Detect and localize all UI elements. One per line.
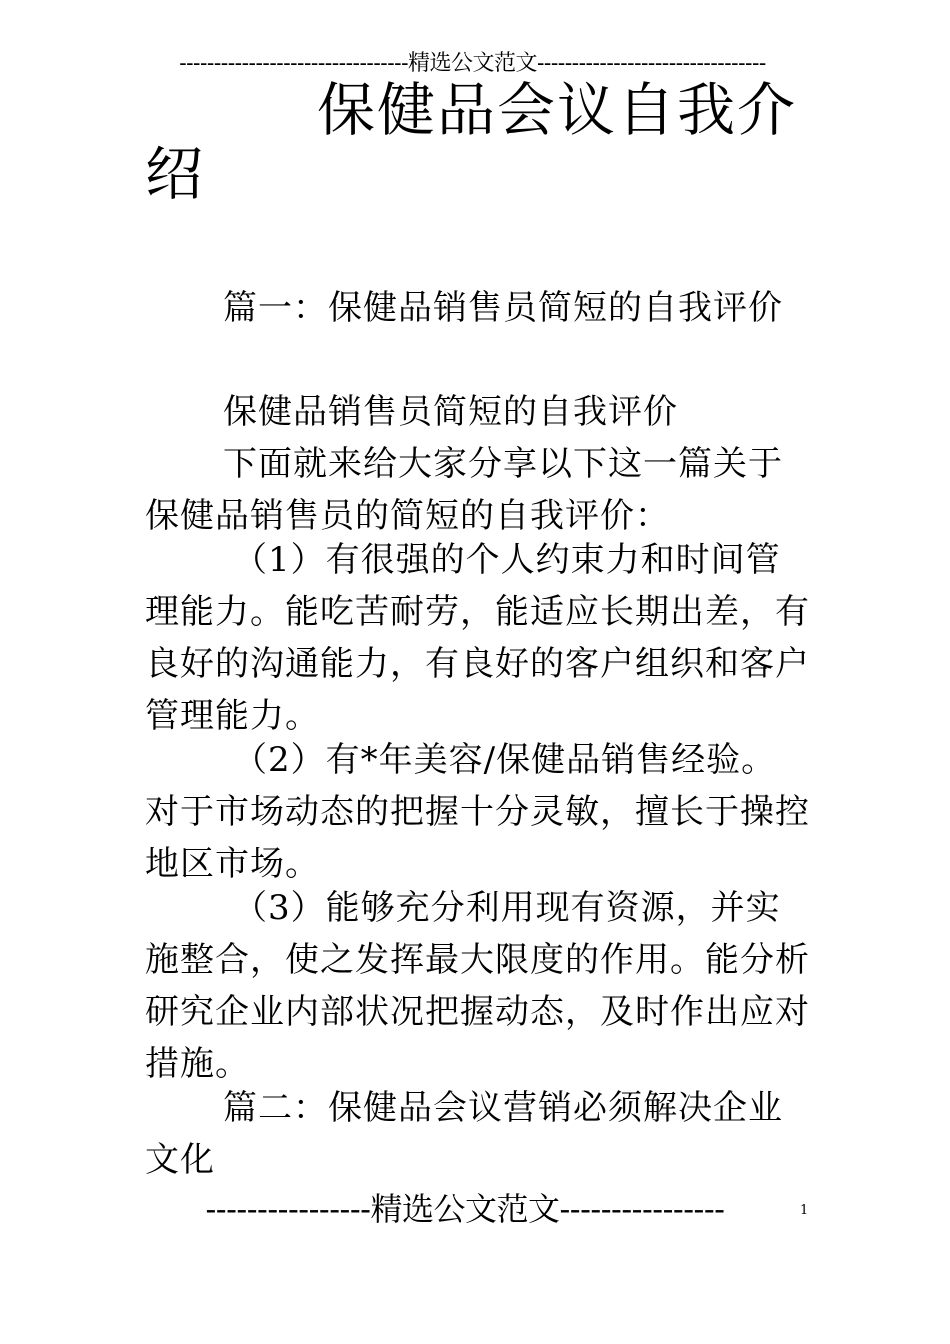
section-heading-2: 篇二：保健品会议营销必须解决企业文化 <box>145 1088 783 1180</box>
page-header: ---------------------------------精选公文范文--------------------------------- <box>179 51 766 76</box>
point-3-paragraph: （3）能够充分利用现有资源，并实施整合，使之发挥最大限度的作用。能分析研究企业内部状况把握动态，及时作出应对措施。 <box>145 888 810 1084</box>
point-1-paragraph: （1）有很强的个人约束力和时间管理能力。能吃苦耐劳，能适应长期出差，有良好的沟通能力，有良好的客户组织和客户管理能力。 <box>145 540 810 736</box>
document-title: 保健品会议自我介绍 <box>145 76 798 208</box>
intro-paragraph: 下面就来给大家分享以下这一篇关于保健品销售员的简短的自我评价： <box>145 444 783 536</box>
subtitle-paragraph: 保健品销售员简短的自我评价 <box>223 392 678 432</box>
section-heading-1: 篇一：保健品销售员简短的自我评价 <box>223 288 783 328</box>
page-footer: ----------------精选公文范文---------------- <box>205 1190 725 1228</box>
page-number: 1 <box>800 1203 809 1218</box>
point-2-paragraph: （2）有*年美容/保健品销售经验。对于市场动态的把握十分灵敏，擅长于操控地区市场。 <box>145 740 810 884</box>
